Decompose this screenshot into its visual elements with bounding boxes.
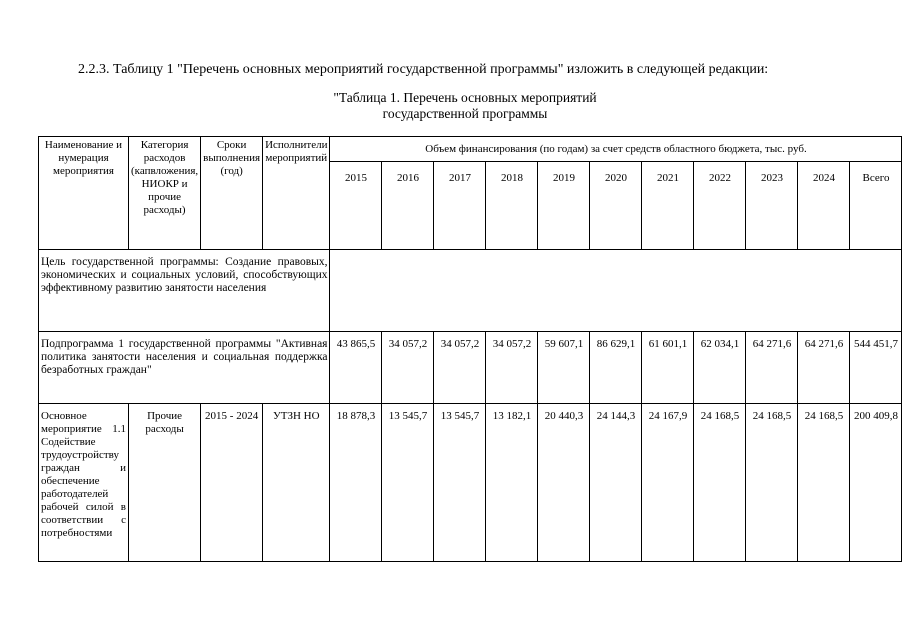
activity-value: 24 168,5 [798,404,850,562]
activity-row [39,404,902,562]
header-year: 2019 [538,162,590,250]
header-executors: Исполнители мероприятий [263,137,330,250]
header-funding: Объем финансирования (по годам) за счет средств областного бюджета, тыс. руб. [330,137,902,162]
activity-value: 20 440,3 [538,404,590,562]
subprogram-value: 34 057,2 [434,332,486,404]
activity-value: 24 167,9 [642,404,694,562]
header-year: 2015 [330,162,382,250]
subprogram-value: 64 271,6 [746,332,798,404]
activity-executors: УТЗН НО [263,404,330,562]
table-caption [300,90,630,122]
activity-value: 13 545,7 [434,404,486,562]
caption-line-2: государственной программы [382,106,548,121]
subprogram-value: 61 601,1 [642,332,694,404]
header-year: 2021 [642,162,694,250]
header-year: 2024 [798,162,850,250]
activity-value: 24 144,3 [590,404,642,562]
subprogram-name: Подпрограмма 1 государственной программы "Активная политика занятости населения и социальная поддержка безработных граждан" [39,332,330,404]
goal-row [39,250,902,332]
activity-value: 13 182,1 [486,404,538,562]
activity-category: Прочие расходы [129,404,201,562]
header-year: 2018 [486,162,538,250]
activity-value: 24 168,5 [694,404,746,562]
activity-value: 18 878,3 [330,404,382,562]
activity-total: 200 409,8 [850,404,902,562]
header-year: 2020 [590,162,642,250]
activity-name: Основное мероприятие 1.1 Содействие трудоустройству граждан и обеспечение работодателей рабочей силой в соответствии с потребностями [39,404,129,562]
subprogram-value: 64 271,6 [798,332,850,404]
subprogram-total: 544 451,7 [850,332,902,404]
subprogram-value: 43 865,5 [330,332,382,404]
subprogram-value: 34 057,2 [486,332,538,404]
activity-value: 13 545,7 [382,404,434,562]
intro-paragraph: 2.2.3. Таблицу 1 "Перечень основных мероприятий государственной программы" изложить в следующей редакции: [78,62,769,77]
subprogram-value: 62 034,1 [694,332,746,404]
header-name: Наименование и нумерация мероприятия [39,137,129,250]
header-category: Категория расходов (капвложения, НИОКР и прочие расходы) [129,137,201,250]
subprogram-value: 34 057,2 [382,332,434,404]
header-year: 2022 [694,162,746,250]
header-row-1 [39,137,902,162]
header-year: 2016 [382,162,434,250]
subprogram-value: 86 629,1 [590,332,642,404]
header-terms: Сроки выполнения (год) [201,137,263,250]
header-total: Всего [850,162,902,250]
header-year: 2017 [434,162,486,250]
activity-value: 24 168,5 [746,404,798,562]
activity-terms: 2015 - 2024 [201,404,263,562]
subprogram-row [39,332,902,404]
subprogram-value: 59 607,1 [538,332,590,404]
activities-table [38,136,902,562]
goal-text: Цель государственной программы: Создание правовых, экономических и социальных условий, способствующих эффективному развитию занятости населения [39,250,330,332]
header-year: 2023 [746,162,798,250]
caption-line-1: "Таблица 1. Перечень основных мероприятий [333,90,597,105]
goal-empty-cell [330,250,902,332]
